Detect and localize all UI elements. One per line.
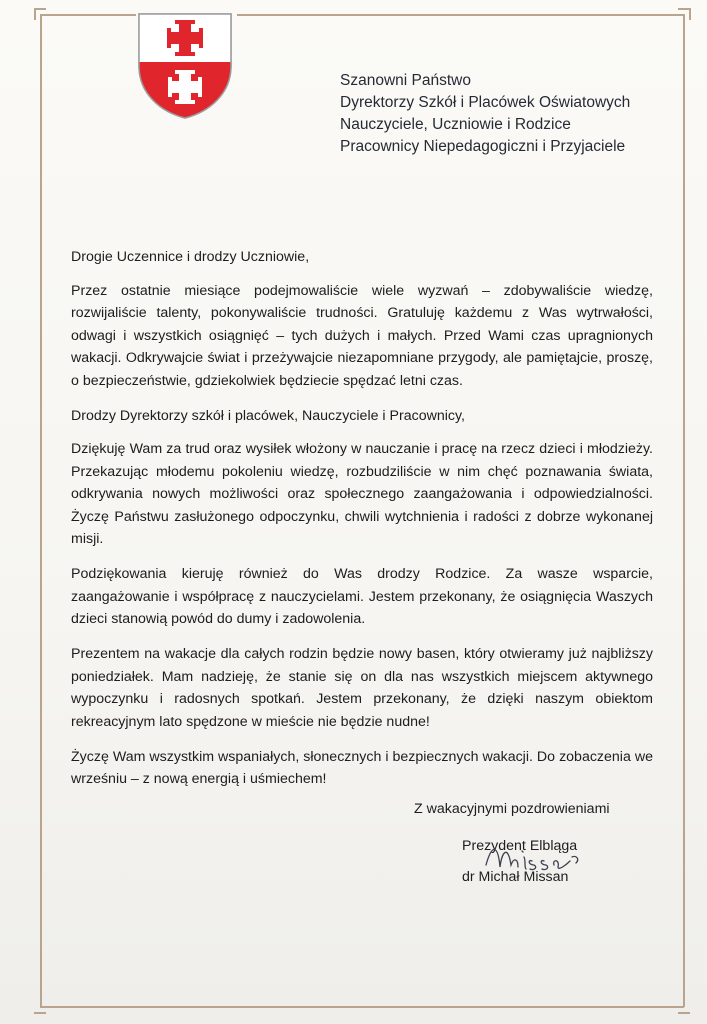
frame-corner-ornament — [34, 1012, 46, 1014]
frame-bottom-line — [40, 1006, 684, 1008]
frame-corner-ornament — [678, 1012, 690, 1014]
frame-right-line — [683, 14, 685, 1007]
frame-left-line — [40, 14, 42, 1007]
greeting-students: Drogie Uczennice i drodzy Uczniowie, — [71, 249, 310, 265]
address-block — [340, 70, 630, 158]
handwritten-signature — [478, 835, 588, 895]
address-line: Nauczyciele, Uczniowie i Rodzice — [340, 116, 571, 133]
signer-name: dr Michał Missan — [462, 869, 569, 885]
letter-body — [71, 246, 653, 803]
paragraph: Podziękowania kieruję również do Was drodzy Rodzice. Za wasze wsparcie, zaangażowanie i współpracę z nauczycielami. Jestem przekonany, że osiągnięcia Waszych dzieci stanowią powód do dumy i zadowolenia. — [71, 566, 653, 627]
address-line: Pracownicy Niepedagogiczni i Przyjaciele — [340, 138, 626, 155]
greeting-staff: Drodzy Dyrektorzy szkół i placówek, Nauczyciele i Pracownicy, — [71, 407, 465, 424]
frame-corner-ornament — [689, 8, 691, 20]
paragraph: Dziękuję Wam za trud oraz wysiłek włożony w nauczanie i pracę na rzecz dzieci i młodzieży. Przekazując młodemu pokoleniu wiedzę, rozbudziliście w nim chęć poznawania świata, odkrywania nowych możliwości oraz społecznego zaangażowania i odpowiedzialności. Życzę Państwu zasłużonego odpoczynku, chwili wytchnienia i radości z dobrze wykonanej misji. — [71, 441, 653, 547]
frame-corner-ornament — [34, 8, 46, 10]
address-line: Szanowni Państwo — [340, 72, 471, 89]
frame-top-right-line — [237, 14, 684, 16]
paragraph: Prezentem na wakacje dla całych rodzin będzie nowy basen, który otwieramy już najbliższy poniedziałek. Mam nadzieję, że stanie się on dla nas wszystkich miejscem aktywnego wypoczynku i radosnych spotkań. Jestem przekonany, że dzięki naszym obiektom rekreacyjnym lato spędzone w mieście nie będzie nudne! — [71, 646, 653, 730]
frame-top-left-line — [40, 14, 136, 16]
address-line: Dyrektorzy Szkół i Placówek Oświatowych — [340, 94, 631, 111]
closing-line: Z wakacyjnymi pozdrowieniami — [414, 801, 610, 817]
frame-corner-ornament — [34, 8, 36, 20]
elblag-coat-of-arms-icon — [137, 12, 233, 120]
paragraph: Życzę Wam wszystkim wspaniałych, słonecznych i bezpiecznych wakacji. Do zobaczenia we wrześniu – z nową energią i uśmiechem! — [71, 748, 653, 787]
signer-title: Prezydent Elbląga — [462, 838, 578, 854]
paragraph: Przez ostatnie miesiące podejmowaliście wiele wyzwań – zdobywaliście wiedzę, rozwijaliście talenty, pokonywaliście trudności. Gratuluję każdemu z Was wytrwałości, odwagi i wszystkich osiągnięć – tych dużych i małych. Przed Wami czas upragnionych wakacji. Odkrywajcie świat i przeżywajcie niezapomniane przygody, ale pamiętajcie, proszę, o bezpieczeństwie, gdziekolwiek będziecie spędzać letni czas. — [71, 282, 653, 389]
